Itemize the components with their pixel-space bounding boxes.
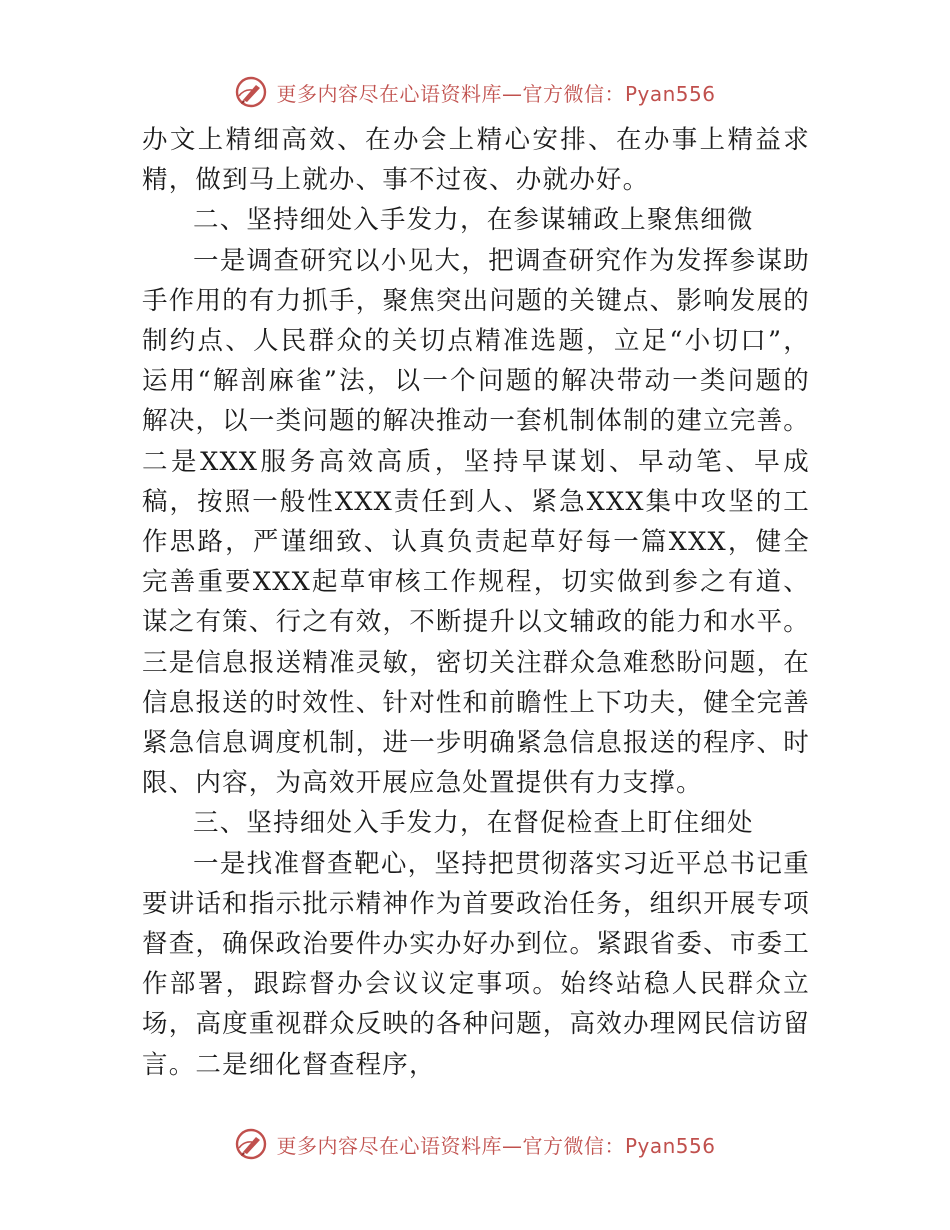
header-watermark (0, 72, 950, 112)
paragraph: 办文上精细高效、在办会上精心安排、在办事上精益求精，做到马上就办、事不过夜、办就办好。 (142, 125, 810, 196)
footer-watermark (0, 1124, 950, 1164)
watermark-text: 更多内容尽在心语资料库—官方微信：Pyan556 (276, 1133, 716, 1158)
pen-logo-icon (234, 1127, 268, 1161)
pen-logo-icon (234, 75, 268, 109)
document-body (142, 120, 810, 1085)
section-heading: 二、坚持细处入手发力，在参谋辅政上聚焦细微 (193, 205, 754, 236)
section-heading: 三、坚持细处入手发力，在督促检查上盯住细处 (193, 808, 754, 839)
paragraph: 一是调查研究以小见大，把调查研究作为发挥参谋助手作用的有力抓手，聚焦突出问题的关键点、影响发展的制约点、人民群众的关切点精准选题，立足“小切口”，运用“解剖麻雀”法，以一个问题的解决带动一类问题的解决，以一类问题的解决推动一套机制体制的建立完善。二是XXX服务高效高质，坚持早谋划、早动笔、早成稿，按照一般性XXX责任到人、紧急XXX集中攻坚的工作思路，严谨细致、认真负责起草好每一篇XXX，健全完善重要XXX起草审核工作规程，切实做到参之有道、谋之有策、行之有效，不断提升以文辅政的能力和水平。三是信息报送精准灵敏，密切关注群众急难愁盼问题，在信息报送的时效性、针对性和前瞻性上下功夫，健全完善紧急信息调度机制，进一步明确紧急信息报送的程序、时限、内容，为高效开展应急处置提供有力支撑。 (142, 245, 810, 799)
paragraph: 一是找准督查靶心，坚持把贯彻落实习近平总书记重要讲话和指示批示精神作为首要政治任务，组织开展专项督查，确保政治要件办实办好办到位。紧跟省委、市委工作部署，跟踪督办会议议定事项。始终站稳人民群众立场，高度重视群众反映的各种问题，高效办理网民信访留言。二是细化督查程序， (142, 848, 810, 1080)
watermark-text: 更多内容尽在心语资料库—官方微信：Pyan556 (276, 81, 716, 106)
